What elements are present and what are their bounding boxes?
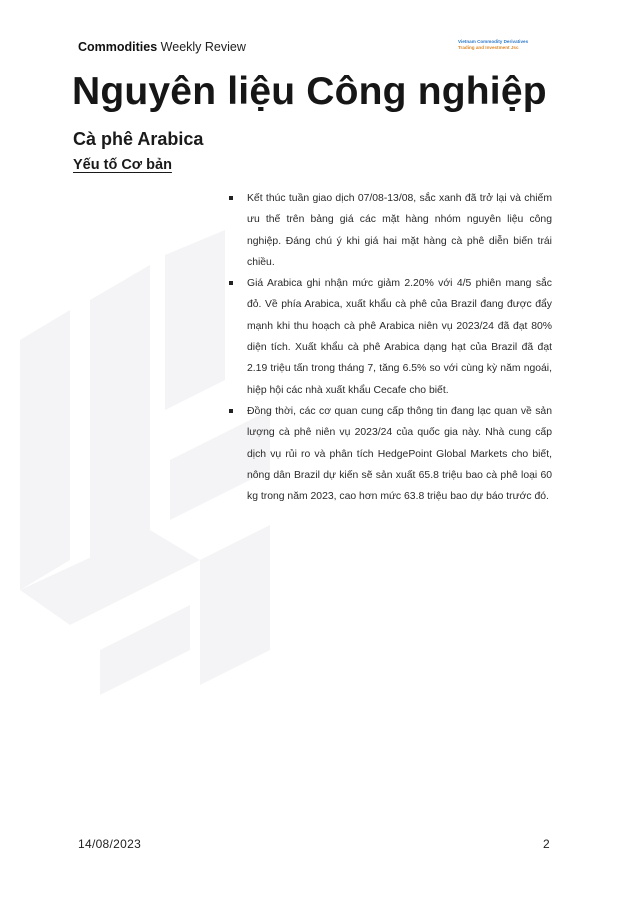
bullet-marker-icon (229, 196, 233, 200)
bullet-text: Giá Arabica ghi nhận mức giảm 2.20% với 4/5 phiên mang sắc đỏ. Về phía Arabica, xuất khẩu cà phê của Brazil đang được đẩy mạnh khi thu hoạch cà phê Arabica niên vụ 2023/24 đã đạt 80% diện tích. Xuất khẩu cà phê Arabica dạng hạt của Brazil đã đạt 2.19 triệu tấn trong tháng 7, tăng 6.5% so với cùng kỳ năm ngoái, hiệp hội các nhà xuất khẩu Cecafe cho biết. (247, 278, 552, 396)
report-name: Weekly Review (160, 40, 246, 54)
bullet-item (228, 188, 552, 273)
footer-date: 14/08/2023 (78, 837, 142, 851)
page-subtitle: Cà phê Arabica (73, 129, 204, 149)
company-logo-text (458, 39, 528, 51)
bullet-marker-icon (229, 281, 233, 285)
bullet-item (228, 273, 552, 401)
page-title: Nguyên liệu Công nghiệp (72, 70, 547, 113)
bullet-text: Kết thúc tuần giao dịch 07/08-13/08, sắc xanh đã trở lại và chiếm ưu thế trên bảng giá các mặt hàng nhóm nguyên liệu công nghiệp. Đáng chú ý khi giá hai mặt hàng cà phê diễn biến trái chiều. (247, 193, 552, 268)
bullet-text: Đồng thời, các cơ quan cung cấp thông tin đang lạc quan về sản lượng cà phê niên vụ 2023/24 của quốc gia này. Nhà cung cấp dịch vụ rủi ro và phân tích HedgePoint Global Markets cho biết, nông dân Brazil dự kiến sẽ sản xuất 65.8 triệu bao cà phê loại 60 kg trong năm 2023, cao hơn mức 63.8 triệu bao dự báo trước đó. (247, 405, 552, 503)
page-number: 2 (543, 837, 550, 851)
company-name-line2: Trading and Investment Jsc (458, 45, 519, 50)
section-heading: Yếu tố Cơ bản (73, 157, 172, 173)
brand-name: Commodities (78, 40, 158, 54)
bullet-list (228, 188, 552, 507)
report-header (78, 40, 246, 54)
company-name-line1: Vietnam Commodity Derivatives (458, 39, 529, 44)
bullet-item (228, 401, 552, 507)
bullet-marker-icon (229, 409, 233, 413)
